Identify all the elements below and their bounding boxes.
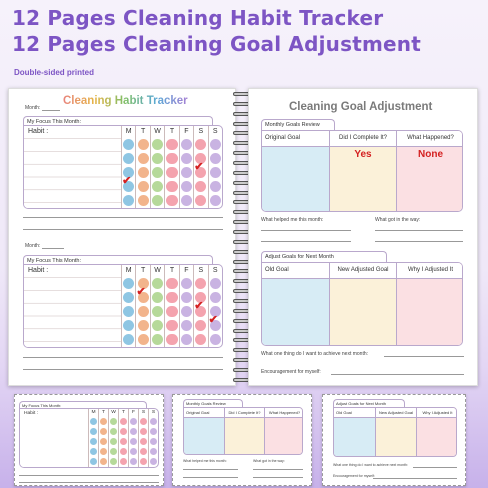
tracker2-habit-dot[interactable] — [181, 306, 192, 317]
thumb3-adjust-label: Adjust Goals for Next Month — [336, 401, 387, 406]
tracker2-day-col-4 — [179, 265, 193, 347]
tracker2-habit-dot[interactable] — [123, 320, 134, 331]
thumb1-focus-label: My Focus This Month: — [22, 403, 62, 408]
tracker2-habit-dot[interactable] — [166, 306, 177, 317]
thumb1-day-header: T — [102, 410, 105, 416]
tracker2-day-col-3 — [164, 265, 178, 347]
tracker2-habit-dot[interactable] — [194, 299, 206, 317]
encouragement-line — [331, 374, 464, 375]
tracker1-habit-dot[interactable] — [152, 153, 163, 164]
thumb1-habit-dot[interactable] — [110, 438, 117, 445]
helped-line-1 — [261, 230, 351, 231]
tracker2-habit-label: Habit : — [28, 267, 49, 274]
tracker2-habit-dot[interactable] — [123, 306, 134, 317]
thumb1-habit-dot[interactable] — [110, 448, 117, 455]
thumb1-habit-dot[interactable] — [150, 428, 157, 435]
review-table — [261, 130, 463, 212]
tracker1-habit-dot[interactable] — [138, 181, 149, 192]
tracker1-habit-dot[interactable] — [181, 167, 192, 178]
tracker1-day-header: M — [125, 128, 132, 135]
tracker2-habit-column — [24, 265, 121, 347]
thumb1-habit-dot[interactable] — [140, 438, 147, 445]
thumb1-habit-dot[interactable] — [120, 458, 127, 465]
thumb1-line-b — [19, 482, 159, 483]
focus-label-1: My Focus This Month: — [27, 119, 81, 125]
thumb1-habit-dot[interactable] — [90, 458, 97, 465]
notes-line-1a — [23, 217, 223, 218]
tracker1-habit-dot[interactable] — [194, 160, 206, 178]
tracker2-habit-dot[interactable] — [123, 278, 134, 289]
page-title-habit-text: Cleaning Habit Tracker — [63, 95, 188, 107]
thumb1-habit-dot[interactable] — [120, 428, 127, 435]
checkmark-icon: ✔ — [122, 175, 132, 188]
tracker2-day-col-2 — [150, 265, 164, 347]
tracker1-habit-dot[interactable] — [152, 181, 163, 192]
thumb1-habit-dot[interactable] — [100, 448, 107, 455]
thumb1-habit-dot[interactable] — [130, 448, 137, 455]
way-line-1 — [375, 230, 463, 231]
thumb1-day-col-1 — [98, 409, 108, 467]
tracker1-habit-dot[interactable] — [166, 167, 177, 178]
tracker2-habit-dot[interactable] — [166, 278, 177, 289]
tracker2-habit-dot[interactable] — [152, 292, 163, 303]
thumb3-one: What one thing do I want to achieve next month: — [333, 463, 408, 467]
tracker2-habit-dot[interactable] — [123, 292, 134, 303]
thumb2-table — [183, 407, 303, 455]
thumb2-helped: What helped me this month: — [183, 459, 227, 463]
tracker1-day-header: S — [212, 128, 218, 135]
thumb2-col1-head: Original Goal — [184, 408, 224, 418]
review-tab — [261, 119, 335, 130]
page-title-goal: Cleaning Goal Adjustment — [289, 101, 433, 113]
thumb1-habit-dot[interactable] — [150, 418, 157, 425]
tracker1-day-col-2 — [150, 126, 164, 208]
tracker2-habit-dot[interactable] — [138, 320, 149, 331]
tracker1-habit-dot[interactable] — [210, 181, 221, 192]
tracker2-day-header: S — [198, 267, 204, 274]
tracker2-habit-dot[interactable] — [138, 306, 149, 317]
adjust-col-why — [396, 263, 463, 345]
tracker1-habit-dot[interactable] — [210, 139, 221, 150]
tracker1-habit-label: Habit : — [28, 128, 49, 135]
thumb1-habit-dot[interactable] — [140, 428, 147, 435]
tracker1-habit-dot[interactable] — [138, 153, 149, 164]
thumb1-habit-dot[interactable] — [100, 428, 107, 435]
notes-line-2a — [23, 357, 223, 358]
tracker1-day-col-5 — [193, 126, 207, 208]
tracker2-habit-dot[interactable] — [195, 320, 206, 331]
adjust-table — [261, 262, 463, 346]
tracker1-habit-dot[interactable] — [152, 195, 163, 206]
tracker1-day-col-0 — [121, 126, 135, 208]
thumb1-habit-dot[interactable] — [130, 438, 137, 445]
thumb1-habit-dot[interactable] — [90, 418, 97, 425]
thumb1-day-col-5 — [138, 409, 148, 467]
thumb1-day-header: S — [141, 410, 146, 416]
tracker1-day-col-6 — [208, 126, 222, 208]
thumb1-habit-dot[interactable] — [140, 448, 147, 455]
thumb3-line-b — [373, 478, 457, 479]
adjust-col-old — [262, 263, 329, 345]
tracker2-habit-dot[interactable] — [136, 285, 149, 303]
tracker1-day-header: F — [184, 128, 189, 135]
tracker2-day-col-5 — [193, 265, 207, 347]
thumb2-col1 — [184, 408, 224, 454]
tracker1-habit-dot[interactable] — [152, 167, 163, 178]
thumb1-habit-dot[interactable] — [110, 418, 117, 425]
thumb1-habit-dot[interactable] — [130, 418, 137, 425]
thumb1-habit-dot[interactable] — [120, 448, 127, 455]
tracker1-habit-dot[interactable] — [181, 139, 192, 150]
thumb1-day-header: M — [91, 410, 96, 416]
thumb1-habit-dot[interactable] — [130, 428, 137, 435]
month-line-1 — [42, 110, 60, 111]
thumb1-day-header: T — [122, 410, 125, 416]
thumb1-day-col-0 — [88, 409, 98, 467]
tracker1-habit-dot[interactable] — [181, 153, 192, 164]
thumb1-habit-dot[interactable] — [150, 438, 157, 445]
tracker2-habit-dot[interactable] — [138, 334, 149, 345]
thumb1-day-col-3 — [118, 409, 128, 467]
tracker1-day-header: T — [140, 128, 146, 135]
thumb2-review-label: Monthly Goals Review — [186, 401, 226, 406]
tracker1-habit-dot[interactable] — [166, 181, 177, 192]
thumb1-habit-dot[interactable] — [150, 448, 157, 455]
review-col-complete — [329, 131, 396, 211]
tracker1-day-header: T — [169, 128, 175, 135]
thumb3-col3-head: Why I Adjusted It — [417, 408, 457, 418]
tracker2-habit-dot[interactable] — [210, 278, 221, 289]
tracker1-habit-dot[interactable] — [166, 139, 177, 150]
tracker1-habit-dot[interactable] — [166, 195, 177, 206]
tracker2-habit-dot[interactable] — [195, 278, 206, 289]
right-page — [248, 88, 478, 386]
tracker2-habit-dot[interactable] — [210, 334, 221, 345]
review-col-complete-head: Did I Complete It? — [330, 131, 396, 147]
thumb1-day-col-4 — [128, 409, 138, 467]
tracker2-habit-dot[interactable] — [208, 314, 221, 331]
thumb1-habit-dot[interactable] — [120, 438, 127, 445]
thumbnail-adjust-goals — [322, 394, 466, 486]
tracker2-habit-dot[interactable] — [123, 334, 134, 345]
habit-tracker-2 — [23, 264, 223, 348]
tracker2-habit-dot[interactable] — [181, 292, 192, 303]
tracker1-habit-dot[interactable] — [123, 153, 134, 164]
checkmark-icon: ✔ — [194, 160, 204, 173]
focus-label-2: My Focus This Month: — [27, 258, 81, 264]
thumb2-review-tab — [183, 399, 243, 407]
thumb3-table — [333, 407, 457, 457]
notes-line-2b — [23, 369, 223, 370]
tracker2-habit-dot[interactable] — [166, 292, 177, 303]
tracker1-habit-dot[interactable] — [138, 195, 149, 206]
adjust-label: Adjust Goals for Next Month — [265, 254, 334, 260]
thumb1-tracker — [19, 408, 159, 468]
review-col-happened-head: What Happened? — [397, 131, 463, 147]
thumb1-habit-column — [20, 409, 88, 467]
thumb1-habit-dot[interactable] — [120, 418, 127, 425]
tracker1-day-col-3 — [164, 126, 178, 208]
thumb1-day-header: S — [151, 410, 156, 416]
thumb1-habit-label: Habit : — [24, 411, 39, 416]
thumb3-col3 — [416, 408, 457, 456]
subtitle: Double-sided printed — [14, 68, 94, 77]
headline-habit-tracker: 12 Pages Cleaning Habit Tracker — [12, 6, 384, 30]
tracker1-habit-dot[interactable] — [123, 195, 134, 206]
tracker2-habit-dot[interactable] — [166, 334, 177, 345]
thumb2-line-a — [183, 469, 238, 470]
tracker2-habit-dot[interactable] — [181, 334, 192, 345]
thumb3-line-a — [413, 467, 457, 468]
adjust-col-new-head: New Adjusted Goal — [330, 263, 396, 279]
tracker1-habit-dot[interactable] — [138, 139, 149, 150]
month-line-2 — [42, 248, 64, 249]
habit-tracker-1 — [23, 125, 223, 209]
thumb3-enc: Encouragement for myself: — [333, 474, 375, 478]
thumb1-habit-dot[interactable] — [100, 438, 107, 445]
tracker2-day-header: T — [169, 267, 175, 274]
review-answer-yes: Yes — [354, 149, 372, 160]
tracker1-habit-dot[interactable] — [181, 195, 192, 206]
tracker1-habit-dot[interactable] — [123, 139, 134, 150]
left-page — [8, 88, 236, 386]
tracker2-day-header: T — [140, 267, 146, 274]
tracker1-day-col-1 — [135, 126, 149, 208]
tracker1-habit-dot[interactable] — [210, 195, 221, 206]
review-col-original — [262, 131, 329, 211]
thumb2-col3-head: What Happened? — [265, 408, 303, 418]
one-thing-label: What one thing do I want to achieve next month: — [261, 351, 369, 357]
month-label-2: Month: — [25, 243, 41, 249]
tracker2-day-col-0 — [121, 265, 135, 347]
tracker1-habit-dot[interactable] — [210, 153, 221, 164]
review-label: Monthly Goals Review — [265, 122, 320, 128]
tracker2-habit-dot[interactable] — [152, 320, 163, 331]
tracker1-habit-dot[interactable] — [195, 181, 206, 192]
tracker2-habit-dot[interactable] — [166, 320, 177, 331]
tracker1-habit-dot[interactable] — [166, 153, 177, 164]
review-col-original-head: Original Goal — [262, 131, 329, 147]
month-label-1: Month: — [25, 105, 41, 111]
thumb2-line-d — [253, 477, 303, 478]
tracker1-habit-dot[interactable] — [195, 139, 206, 150]
helped-line-2 — [261, 241, 351, 242]
tracker2-day-header: M — [125, 267, 132, 274]
adjust-col-why-head: Why I Adjusted It — [397, 263, 463, 279]
thumb1-day-col-2 — [108, 409, 118, 467]
tracker2-habit-dot[interactable] — [152, 278, 163, 289]
adjust-tab — [261, 251, 387, 262]
thumb1-day-header: F — [132, 410, 135, 416]
thumb1-habit-dot[interactable] — [110, 458, 117, 465]
tracker2-habit-dot[interactable] — [210, 292, 221, 303]
tracker1-habit-dot[interactable] — [210, 167, 221, 178]
thumb1-line-a — [19, 475, 159, 476]
notes-line-1b — [23, 229, 223, 230]
thumb2-col2-head: Did I Complete It? — [225, 408, 264, 418]
thumb3-col1-head: Old Goal — [334, 408, 375, 418]
thumb2-line-c — [183, 477, 238, 478]
tracker1-day-header: W — [154, 128, 161, 135]
tracker1-day-col-4 — [179, 126, 193, 208]
tracker1-habit-dot[interactable] — [152, 139, 163, 150]
thumb2-way: What got in the way: — [253, 459, 285, 463]
thumb3-col1 — [334, 408, 375, 456]
thumb1-habit-dot[interactable] — [110, 428, 117, 435]
tracker2-day-header: F — [184, 267, 189, 274]
thumb3-col2-head: New Adjusted Goal — [376, 408, 416, 418]
thumb1-habit-dot[interactable] — [100, 458, 107, 465]
thumb1-habit-dot[interactable] — [140, 418, 147, 425]
thumb1-habit-dot[interactable] — [150, 458, 157, 465]
got-in-way-label: What got in the way: — [375, 217, 421, 223]
thumb1-habit-dot[interactable] — [100, 418, 107, 425]
thumb3-col2 — [375, 408, 416, 456]
thumb1-habit-dot[interactable] — [130, 458, 137, 465]
thumb1-habit-dot[interactable] — [90, 448, 97, 455]
tracker2-habit-dot[interactable] — [195, 334, 206, 345]
thumb1-habit-dot[interactable] — [140, 458, 147, 465]
tracker2-day-header: S — [212, 267, 218, 274]
tracker1-habit-column — [24, 126, 121, 208]
one-thing-line — [384, 356, 464, 357]
tracker1-habit-dot[interactable] — [138, 167, 149, 178]
thumb3-adjust-tab — [333, 399, 405, 407]
tracker1-day-header: S — [198, 128, 204, 135]
thumb2-col2 — [224, 408, 264, 454]
thumb1-day-header: W — [111, 410, 116, 416]
thumb1-day-col-6 — [148, 409, 158, 467]
tracker2-habit-dot[interactable] — [181, 278, 192, 289]
tracker2-day-col-1 — [135, 265, 149, 347]
checkmark-icon: ✔ — [194, 299, 204, 312]
tracker2-day-col-6 — [208, 265, 222, 347]
headline-goal-adjustment: 12 Pages Cleaning Goal Adjustment — [12, 32, 421, 56]
thumb2-line-b — [253, 469, 303, 470]
review-col-happened — [396, 131, 463, 211]
thumb1-habit-dot[interactable] — [90, 428, 97, 435]
tracker2-habit-dot[interactable] — [152, 306, 163, 317]
thumb1-habit-dot[interactable] — [90, 438, 97, 445]
tracker2-day-header: W — [154, 267, 161, 274]
adjust-col-new — [329, 263, 396, 345]
tracker1-habit-dot[interactable] — [122, 175, 134, 192]
tracker1-habit-dot[interactable] — [181, 181, 192, 192]
tracker2-habit-dot[interactable] — [181, 320, 192, 331]
checkmark-icon: ✔ — [136, 285, 146, 298]
encouragement-label: Encouragement for myself: — [261, 369, 321, 375]
page-title-habit — [63, 95, 188, 107]
thumbnail-habit-tracker — [14, 394, 164, 486]
adjust-col-old-head: Old Goal — [262, 263, 329, 279]
checkmark-icon: ✔ — [208, 314, 218, 327]
tracker2-habit-dot[interactable] — [152, 334, 163, 345]
thumb2-col3 — [264, 408, 303, 454]
helped-label: What helped me this month: — [261, 217, 324, 223]
tracker1-habit-dot[interactable] — [195, 195, 206, 206]
thumbnail-goals-review — [172, 394, 312, 486]
review-answer-none: None — [418, 149, 443, 160]
way-line-2 — [375, 241, 463, 242]
